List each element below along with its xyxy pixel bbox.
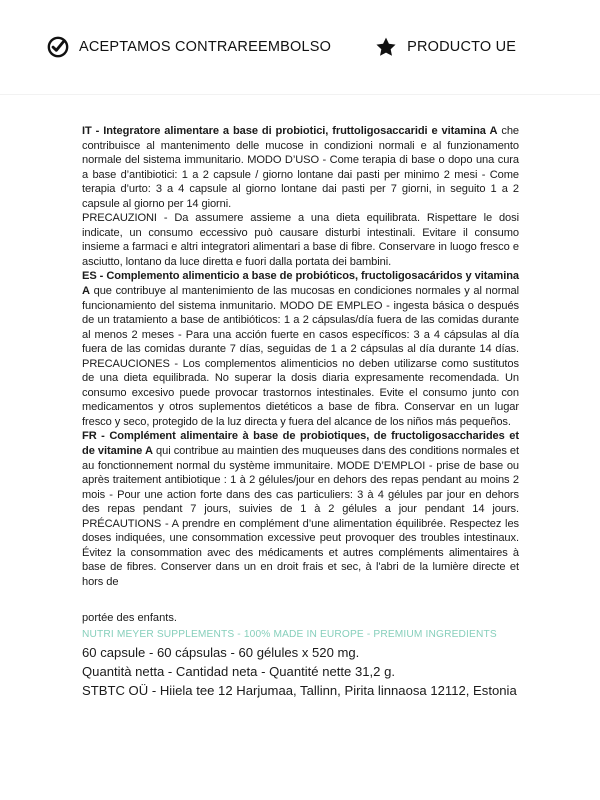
badge-cash-on-delivery (47, 36, 331, 58)
product-label-text (82, 124, 519, 700)
paragraph-french-body: qui contribue au maintien des muqueuses dans des conditions normales et au fonctionnement normal du système immunitaire. MODE D’EMPLOI - prise de base ou après traitement antibiotique : 1 à 2 gélules/jour en dehors des repas pendant au moins 2 mois - Pour une action forte dans des cas particuliers: 3 à 4 gélules par jour en dehors des repas pendant 7 jours, suivies de 1 à 2 gélules a jour pendant 14 jours. PRÉCAUTIONS - A prendre en complément d’une alimentation équilibrée. Respectez les doses indiquées, une consommation excessive peut provoquer des troubles intestinaux. Évitez la consommation avec des médicaments et autres compléments alimentaires à base de fibres. Conserver dans un en droit frais et sec, à l'abri de la lumière directe et hors de (82, 445, 519, 588)
paragraph-italian-body: che contribuisce al mantenimento delle mucose in condizioni normali e al funzionamento normale del sistema immunitario. MODO D’USO - Come terapia di base o dopo una cura a base d’antibiotici: 1 a 2 capsule / giorno lontane dai pasti per minimo 2 mesi - Come terapia d’urto: 3 a 4 capsule al giorno lontane dai pasti per 7 giorni, in seguito 1 a 2 capsule al giorno per 14 giorni. (82, 125, 519, 210)
badge-eu-product (375, 36, 516, 58)
paragraph-italian-precautions: PRECAUZIONI - Da assumere assieme a una dieta equilibrata. Rispettare le dosi indicate, un consumo eccessivo può causare disturbi intestinali. Evitare il consumo insieme a farmaci e altri integratori alimentari a base di fibre. Conservare in luogo fresco e asciutto, lontano da luce diretta e fuori dalla portata dei bambini. (82, 212, 519, 268)
badge-cash-on-delivery-label: ACEPTAMOS CONTRAREEMBOLSO (79, 38, 332, 55)
net-quantity-line: Quantità netta - Cantidad neta - Quantité nette 31,2 g. (82, 664, 396, 680)
language-heading-fr: FR - Complément alimentaire à base de probiotiques, de fructoligosaccharides et de vitamine A (82, 430, 519, 458)
capsule-count-line: 60 capsule - 60 cápsulas - 60 gélules x 520 mg. (82, 645, 360, 661)
check-circle-icon (47, 36, 69, 58)
paragraph-french (82, 429, 519, 589)
language-heading-es: ES - Complemento alimenticio a base de probióticos, fructoligosacáridos y vitamina A (82, 270, 519, 298)
star-icon (375, 36, 397, 58)
paragraph-spanish-body: que contribuye al mantenimiento de las mucosas en condiciones normales y al normal funcionamiento del sistema inmunitario. MODO DE EMPLEO - ingesta básica o después de un tratamiento a base de antibióticos: 1 a 2 cápsulas/día fuera de las comidas durante al menos 2 meses - Para una acción fuerte en casos específicos: 3 a 4 cápsulas al día fuera de las comidas durante 7 días, seguidas de 1 a 2 cápsulas al día durante 14 días. PRECAUCIONES - Los complementos alimenticios no deben utilizarse como sustitutos de una dieta equilibrada. No superar la dosis diaria expresamente recomendada. Un consumo excesivo puede provocar trastornos intestinales. Evite el consumo junto con medicamentos y otros suplementos dietéticos a base de fibra. Conservar en un lugar fresco y seco, protegido de la luz directa y fuera del alcance de los niños más pequeños. (82, 285, 519, 428)
brand-tagline: NUTRI MEYER SUPPLEMENTS - 100% MADE IN EUROPE - PREMIUM INGREDIENTS (82, 629, 497, 641)
paragraph-italian (82, 124, 519, 211)
language-heading-it: IT - Integratore alimentare a base di probiotici, fruttoligosaccaridi e vitamina A (82, 125, 498, 137)
paragraph-french-continuation: portée des enfants. (82, 611, 177, 624)
badge-eu-product-label: PRODUCTO UE (407, 38, 517, 55)
manufacturer-address-line: STBTC OÜ - Hiiela tee 12 Harjumaa, Tallinn, Pirita linnaosa 12112, Estonia (82, 683, 517, 699)
trust-badge-bar (0, 0, 600, 95)
paragraph-spanish (82, 269, 519, 429)
